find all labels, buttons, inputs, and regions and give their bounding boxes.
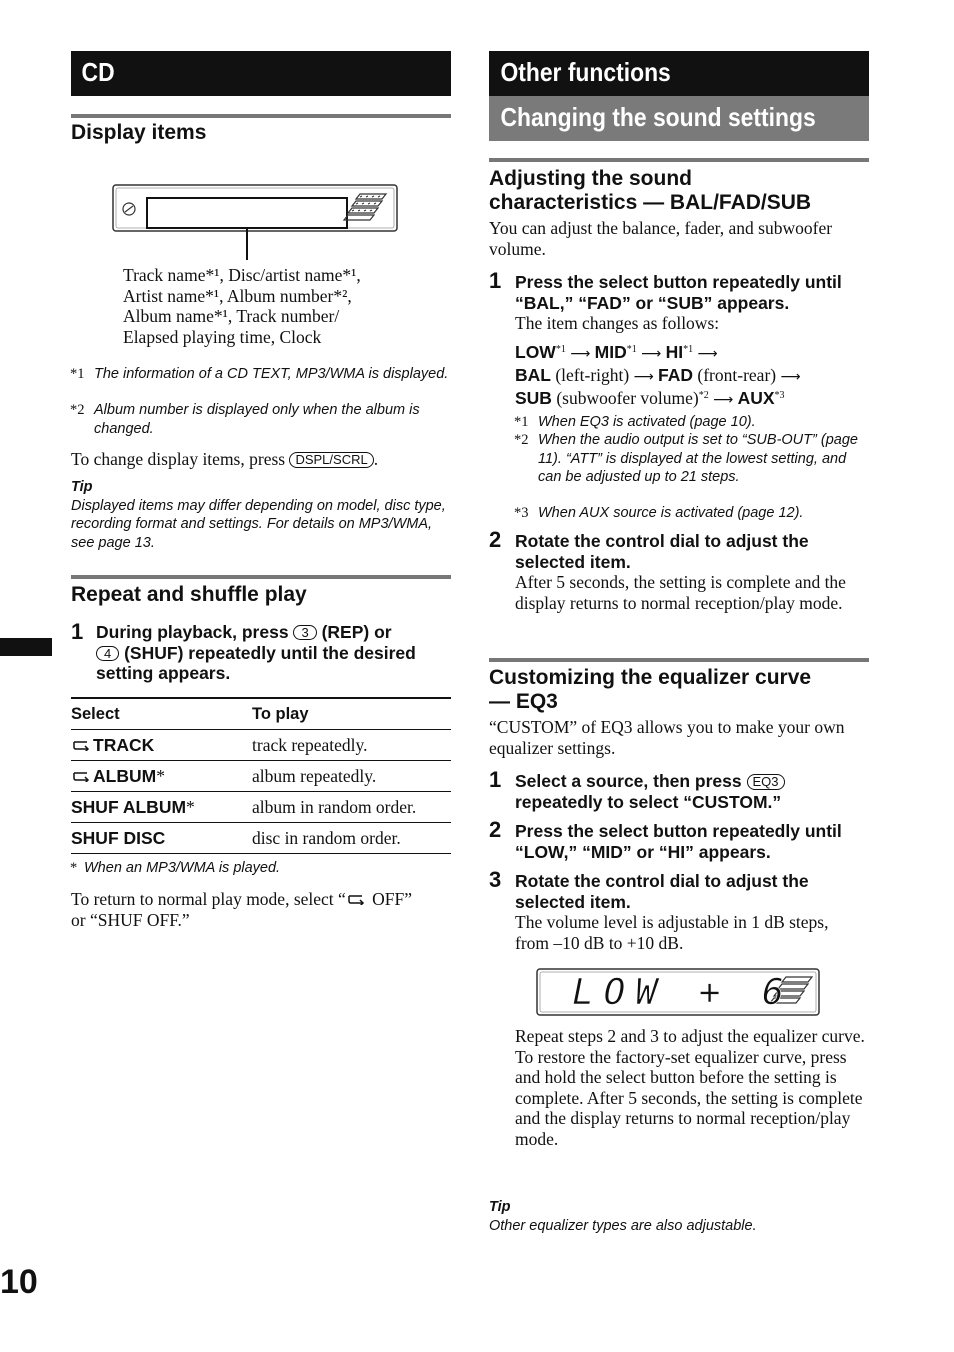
return-text: or “SHUF OFF.” bbox=[71, 909, 190, 930]
eq-step-3-sub: The volume level is adjustable in 1 dB steps, from –10 dB to +10 dB. bbox=[515, 912, 829, 953]
footnote bbox=[70, 401, 452, 438]
arrow-icon: ⟶ bbox=[633, 369, 654, 385]
footnote-mark: * bbox=[70, 860, 78, 876]
repeat-icon bbox=[346, 889, 368, 910]
button-4[interactable]: 4 bbox=[96, 646, 119, 661]
step-number: 1 bbox=[489, 268, 502, 293]
seq-desc: (front-rear) bbox=[697, 365, 777, 385]
display-window-illustration bbox=[112, 184, 400, 262]
step-text: (SHUF) repeatedly until the desired setting appears. bbox=[96, 642, 416, 683]
arrow-icon: ⟶ bbox=[641, 346, 662, 362]
sound-settings-text: Changing the sound settings bbox=[500, 102, 816, 132]
eq-step-2: Press the select button repeatedly until “LOW,” “MID” or “HI” appears. bbox=[515, 821, 842, 862]
heading-line: — EQ3 bbox=[489, 690, 558, 713]
display-caption bbox=[123, 265, 423, 347]
cd-banner-text: CD bbox=[81, 57, 115, 87]
lcd-text: LOW + 6 bbox=[572, 972, 794, 1013]
footnote-text: When the audio output is set to “SUB-OUT” (page 11). “ATT” is displayed at the lowest setting, and can be adjusted up to 21 steps. bbox=[538, 432, 858, 485]
arrow-icon: ⟶ bbox=[697, 346, 718, 362]
tip-text: Displayed items may differ depending on model, disc type, recording format and settings. For details on MP3/WMA, see page 13. bbox=[71, 497, 446, 551]
other-functions-text: Other functions bbox=[500, 57, 671, 87]
footnote bbox=[514, 413, 868, 432]
bal-step-2: Rotate the control dial to adjust the selected item. bbox=[515, 531, 809, 572]
bal-step-2-sub: After 5 seconds, the setting is complete and the display returns to normal reception/play mode. bbox=[515, 572, 846, 613]
step-number: 1 bbox=[489, 767, 502, 792]
heading-line: Adjusting the sound bbox=[489, 167, 692, 190]
seq-item: HI bbox=[665, 342, 684, 362]
table-cell-play: disc in random order. bbox=[252, 823, 451, 854]
eq3-button[interactable]: EQ3 bbox=[747, 774, 785, 790]
footnote bbox=[70, 365, 452, 384]
section-rule bbox=[71, 575, 451, 579]
table-row bbox=[71, 792, 451, 823]
page-number: 10 bbox=[0, 1263, 38, 1301]
eq-step-1 bbox=[515, 771, 865, 812]
seq-desc: (left-right) bbox=[555, 365, 630, 385]
eq-step-3: Rotate the control dial to adjust the selected item. bbox=[515, 871, 809, 912]
other-functions-banner bbox=[489, 51, 869, 96]
footnote bbox=[514, 504, 868, 523]
step-number: 3 bbox=[489, 867, 502, 892]
button-3[interactable]: 3 bbox=[293, 625, 316, 640]
seq-item: LOW bbox=[515, 342, 556, 362]
section-rule bbox=[71, 114, 451, 118]
table-row bbox=[71, 823, 451, 854]
table-header-select: Select bbox=[71, 698, 252, 730]
section-rule bbox=[489, 658, 869, 662]
table-cell-play: album in random order. bbox=[252, 792, 451, 823]
footnote-text: The information of a CD TEXT, MP3/WMA is displayed. bbox=[94, 366, 449, 382]
lcd-display-illustration bbox=[536, 968, 820, 1016]
table-cell-play: track repeatedly. bbox=[252, 730, 451, 761]
heading-line: characteristics — BAL/FAD/SUB bbox=[489, 191, 812, 214]
seq-item: FAD bbox=[658, 365, 694, 385]
step-text: Select a source, then press bbox=[515, 771, 742, 791]
eq-after-text: Repeat steps 2 and 3 to adjust the equalizer curve. To restore the factory-set equalizer curve, press and hold the select button before the setting is complete. After 5 seconds, the setting is complete and the display returns to normal reception/play mode. bbox=[515, 1026, 865, 1149]
footnote-text: When EQ3 is activated (page 10). bbox=[538, 414, 756, 430]
caption-line: Elapsed playing time, Clock bbox=[123, 326, 322, 347]
bal-heading bbox=[489, 167, 811, 215]
change-display-text bbox=[71, 449, 451, 470]
step-number: 1 bbox=[71, 619, 84, 644]
section-tab-marker bbox=[0, 638, 52, 656]
seq-desc: (subwoofer volume) bbox=[556, 388, 699, 408]
return-text: OFF” bbox=[367, 889, 413, 909]
dspl-scrl-button[interactable]: DSPL/SCRL bbox=[289, 452, 373, 468]
repeat-table bbox=[71, 697, 451, 854]
repeat-icon bbox=[71, 766, 93, 787]
caption-line: Track name*¹, Disc/artist name*¹, bbox=[123, 265, 361, 285]
footnote bbox=[514, 431, 868, 487]
period: . bbox=[373, 449, 379, 469]
footnote-mark: *2 bbox=[514, 432, 529, 448]
table-cell-select bbox=[71, 792, 252, 823]
table-header-row bbox=[71, 698, 451, 730]
footnote-text: When an MP3/WMA is played. bbox=[84, 860, 281, 876]
seq-item: AUX bbox=[737, 388, 775, 408]
select-label: SHUF ALBUM bbox=[71, 796, 187, 817]
tip-block bbox=[489, 1198, 869, 1235]
caption-line: Album name*¹, Track number/ bbox=[123, 306, 340, 326]
arrow-icon: ⟶ bbox=[713, 392, 734, 408]
footnote-text: Album number is displayed only when the album is changed. bbox=[94, 402, 420, 437]
eq-intro: “CUSTOM” of EQ3 allows you to make your own equalizer settings. bbox=[489, 717, 845, 758]
bal-sequence: LOW$^{*1}$ ⟶ MID$^{*1}$ ⟶ HI$^{*1}$ ⟶ BAL (left-right) ⟶ FAD (front-rear) ⟶ SUB (subwoofer volume)$^{*2}$ ⟶ AUX$^{*3}$ bbox=[515, 342, 801, 408]
footnote-mark: *2 bbox=[70, 402, 85, 418]
bal-step-1-sub: The item changes as follows: bbox=[515, 313, 720, 333]
select-label: SHUF DISC bbox=[71, 827, 166, 848]
section-rule bbox=[489, 158, 869, 162]
table-cell-select bbox=[71, 730, 252, 761]
change-display-label: To change display items, press bbox=[71, 449, 286, 469]
eq-heading bbox=[489, 666, 811, 714]
table-header-play: To play bbox=[252, 698, 451, 730]
repeat-step-1 bbox=[96, 622, 446, 684]
table-cell-select bbox=[71, 823, 252, 854]
repeat-shuffle-heading: Repeat and shuffle play bbox=[71, 583, 307, 606]
step-text: repeatedly to select “CUSTOM.” bbox=[515, 791, 782, 812]
seq-item: MID bbox=[594, 342, 627, 362]
seq-item: BAL bbox=[515, 365, 551, 385]
table-row bbox=[71, 730, 451, 761]
seq-item: SUB bbox=[515, 388, 552, 408]
table-cell-select bbox=[71, 761, 252, 792]
sound-settings-banner bbox=[489, 96, 869, 141]
step-text: During playback, press bbox=[96, 622, 289, 642]
tip-label: Tip bbox=[489, 1199, 511, 1215]
step-text: (REP) or bbox=[321, 622, 392, 642]
footnote-mark: *3 bbox=[514, 505, 529, 521]
arrow-icon: ⟶ bbox=[780, 369, 801, 385]
asterisk: * bbox=[186, 796, 195, 817]
caption-line: Artist name*¹, Album number*², bbox=[123, 285, 352, 306]
table-row bbox=[71, 761, 451, 792]
tip-text: Other equalizer types are also adjustable. bbox=[489, 1217, 757, 1234]
asterisk: * bbox=[156, 765, 165, 786]
tip-block bbox=[71, 478, 451, 552]
footnote-mark: *1 bbox=[70, 366, 85, 382]
tip-label: Tip bbox=[71, 479, 93, 495]
step-number: 2 bbox=[489, 527, 502, 552]
bal-step-1: Press the select button repeatedly until “BAL,” “FAD” or “SUB” appears. bbox=[515, 272, 842, 313]
select-label: ALBUM bbox=[93, 765, 157, 786]
footnote-mark: *1 bbox=[514, 414, 529, 430]
table-footnote bbox=[70, 859, 444, 878]
table-cell-play: album repeatedly. bbox=[252, 761, 451, 792]
return-text: To return to normal play mode, select “ bbox=[71, 889, 346, 909]
step-number: 2 bbox=[489, 817, 502, 842]
bal-intro: You can adjust the balance, fader, and subwoofer volume. bbox=[489, 218, 833, 259]
footnote-text: When AUX source is activated (page 12). bbox=[538, 505, 804, 521]
heading-line: Customizing the equalizer curve bbox=[489, 666, 812, 689]
arrow-icon: ⟶ bbox=[570, 346, 591, 362]
display-items-heading: Display items bbox=[71, 121, 207, 144]
return-normal-text bbox=[71, 889, 451, 930]
select-label: TRACK bbox=[93, 734, 155, 755]
cd-banner bbox=[71, 51, 451, 96]
repeat-icon bbox=[71, 735, 93, 756]
